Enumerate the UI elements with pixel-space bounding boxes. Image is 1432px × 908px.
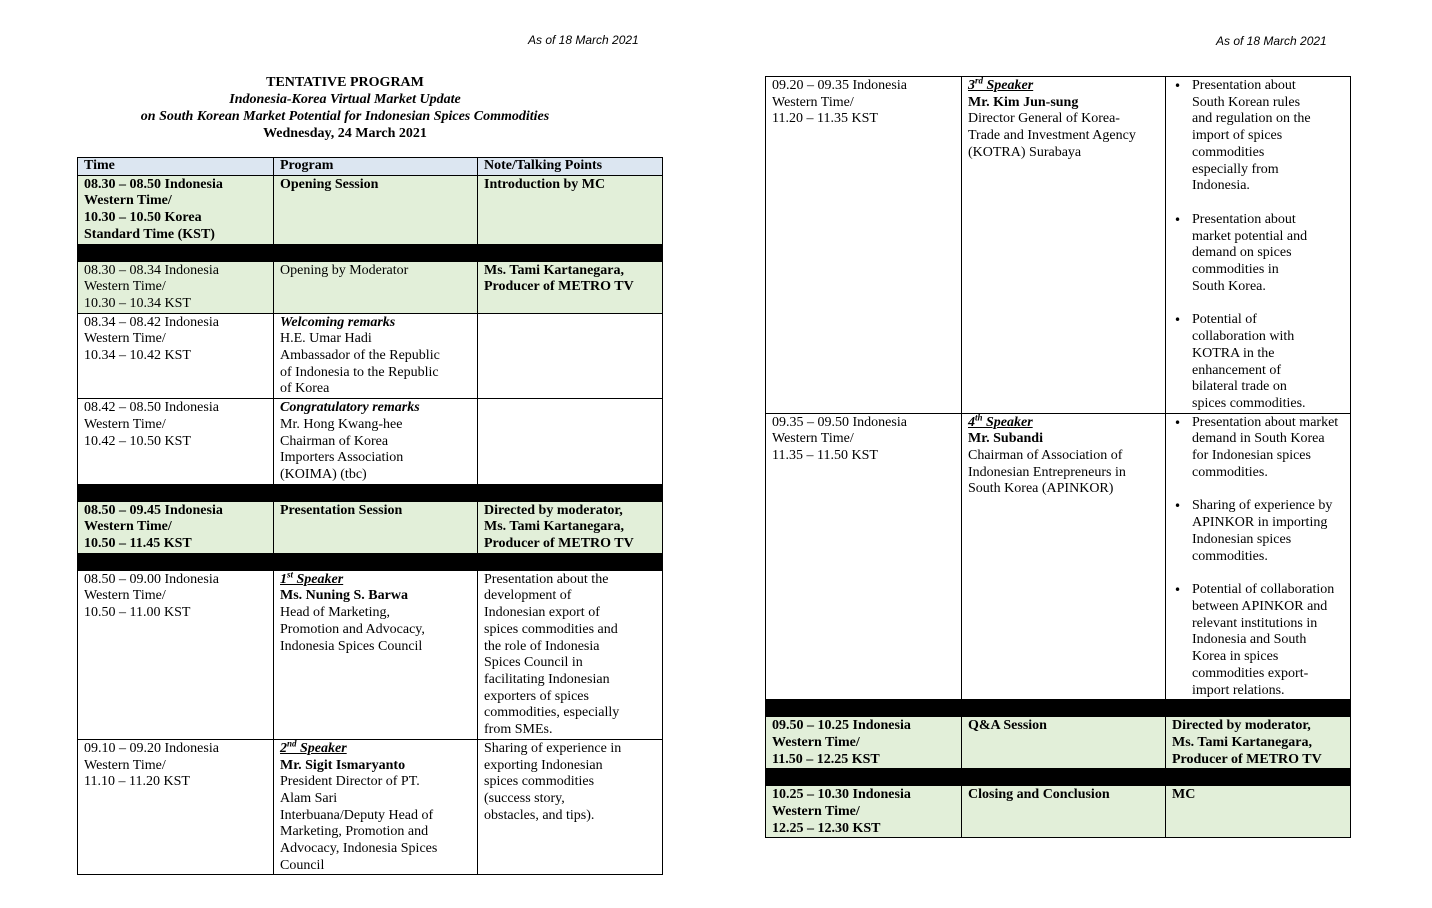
- table-row: [78, 570, 663, 739]
- talking-points-list: [1172, 415, 1344, 700]
- point-line: South Korea.: [1192, 278, 1266, 294]
- program-line: Importers Association: [280, 450, 404, 466]
- separator-cell: [78, 244, 274, 261]
- note-cell: [478, 261, 663, 313]
- note-cell: MC: [1166, 786, 1351, 838]
- point-line: spices commodities.: [1192, 395, 1306, 411]
- col-header-note: Note/Talking Points: [478, 158, 663, 176]
- speaker-title: [968, 78, 1159, 95]
- time-line: 10.30 – 10.34 KST: [84, 295, 191, 311]
- point-line: commodities.: [1192, 464, 1268, 480]
- speaker-role-line: (KOTRA) Surabaya: [968, 144, 1082, 160]
- time-line: 08.34 – 08.42 Indonesia: [84, 314, 219, 330]
- time-line: 08.30 – 08.34 Indonesia: [84, 262, 219, 278]
- note-line: facilitating Indonesian: [484, 671, 610, 687]
- note-cell: [478, 399, 663, 485]
- program-cell: Closing and Conclusion: [962, 786, 1166, 838]
- note-line: Ms. Tami Kartanegara,: [484, 519, 624, 535]
- point-line: Indonesia.: [1192, 178, 1250, 194]
- speaker-word: Speaker: [983, 78, 1034, 93]
- heading-date: Wednesday, 24 March 2021: [263, 126, 427, 141]
- program-line: (KOIMA) (tbc): [280, 466, 367, 482]
- time-line: 09.50 – 10.25 Indonesia: [772, 718, 911, 734]
- time-line: Western Time/: [84, 588, 166, 604]
- note-line: Ms. Tami Kartanegara,: [1172, 734, 1312, 750]
- point-line: between APINKOR and: [1192, 598, 1328, 614]
- heading-title: TENTATIVE PROGRAM: [266, 75, 424, 90]
- note-cell: [478, 739, 663, 875]
- speaker-role-line: Promotion and Advocacy,: [280, 621, 425, 637]
- point-line: • Potential of collaboration: [1192, 582, 1335, 598]
- point-line: commodities export-: [1192, 665, 1309, 681]
- table-row: [78, 399, 663, 485]
- time-line: 10.25 – 10.30 Indonesia: [772, 787, 911, 803]
- note-line: commodities, especially: [484, 705, 620, 721]
- point-line: import of spices: [1192, 128, 1283, 144]
- time-line: Standard Time (KST): [84, 226, 215, 242]
- list-item: [1172, 78, 1344, 195]
- time-line: Western Time/: [772, 804, 860, 820]
- time-cell: [78, 261, 274, 313]
- speaker-name: Mr. Kim Jun-sung: [968, 94, 1079, 110]
- program-cell: Presentation Session: [274, 501, 478, 553]
- time-cell: [766, 717, 962, 769]
- point-line: • Presentation about market: [1192, 414, 1339, 430]
- time-cell: [78, 399, 274, 485]
- separator-cell: [962, 700, 1166, 717]
- time-cell: [78, 570, 274, 739]
- table-row: [766, 413, 1351, 700]
- speaker-role-line: Council: [280, 857, 325, 873]
- note-cell: [478, 313, 663, 399]
- time-line: 09.35 – 09.50 Indonesia: [772, 414, 907, 430]
- talking-points-list: [1172, 78, 1344, 413]
- program-line: H.E. Umar Hadi: [280, 331, 372, 347]
- separator-cell: [766, 769, 962, 786]
- table-row: [78, 313, 663, 399]
- time-cell: [78, 501, 274, 553]
- table-row: [78, 261, 663, 313]
- separator-cell: [78, 553, 274, 570]
- point-line: commodities: [1192, 144, 1265, 160]
- table-row: [78, 739, 663, 875]
- note-line: Directed by moderator,: [484, 502, 623, 518]
- separator-cell: [478, 553, 663, 570]
- note-line: from SMEs.: [484, 722, 553, 738]
- time-line: Western Time/: [84, 193, 172, 209]
- program-line: of Indonesia to the Republic: [280, 364, 439, 380]
- program-line: Chairman of Korea: [280, 433, 389, 449]
- time-line: 10.50 – 11.00 KST: [84, 605, 191, 621]
- time-line: Western Time/: [84, 757, 166, 773]
- time-line: 10.50 – 11.45 KST: [84, 536, 192, 552]
- point-line: bilateral trade on: [1192, 379, 1287, 395]
- separator-cell: [962, 769, 1166, 786]
- speaker-name: Ms. Nuning S. Barwa: [280, 588, 408, 604]
- time-cell: [78, 739, 274, 875]
- table-row: [766, 786, 1351, 838]
- note-line: the role of Indonesia: [484, 638, 600, 654]
- speaker-name: Mr. Subandi: [968, 431, 1043, 447]
- time-cell: [766, 786, 962, 838]
- time-line: 12.25 – 12.30 KST: [772, 820, 881, 836]
- table-row: [766, 77, 1351, 414]
- program-title: Welcoming remarks: [280, 314, 396, 330]
- speaker-ordinal: st: [287, 570, 294, 580]
- note-line: exporting Indonesian: [484, 757, 603, 773]
- separator-cell: [274, 484, 478, 501]
- program-line: of Korea: [280, 381, 330, 397]
- program-line: Ambassador of the Republic: [280, 348, 440, 364]
- heading-event: Indonesia-Korea Virtual Market Update: [229, 92, 461, 107]
- point-line: collaboration with: [1192, 329, 1295, 345]
- speaker-ordinal: rd: [975, 76, 984, 86]
- separator-cell: [1166, 700, 1351, 717]
- speaker-role-line: Interbuana/Deputy Head of: [280, 807, 434, 823]
- speaker-word: Speaker: [293, 571, 344, 587]
- time-line: 10.30 – 10.50 Korea: [84, 210, 202, 226]
- separator-row: [766, 769, 1351, 786]
- point-line: • Presentation about: [1192, 211, 1296, 227]
- speaker-ordinal: th: [975, 413, 983, 422]
- point-line: commodities.: [1192, 548, 1268, 564]
- separator-cell: [78, 484, 274, 501]
- point-line: commodities in: [1192, 262, 1279, 278]
- separator-cell: [274, 244, 478, 261]
- time-line: 08.42 – 08.50 Indonesia: [84, 400, 219, 416]
- separator-cell: [274, 553, 478, 570]
- point-line: Korea in spices: [1192, 649, 1279, 665]
- heading-subtitle: on South Korean Market Potential for Indonesian Spices Commodities: [140, 109, 550, 124]
- time-line: Western Time/: [84, 279, 166, 295]
- time-line: 10.42 – 10.50 KST: [84, 433, 191, 449]
- note-line: Indonesian export of: [484, 605, 600, 621]
- note-cell: Introduction by MC: [478, 175, 663, 244]
- point-line: especially from: [1192, 161, 1279, 177]
- speaker-title: [280, 572, 471, 589]
- note-line: Presentation about the: [484, 571, 609, 587]
- time-line: 10.34 – 10.42 KST: [84, 348, 191, 364]
- speaker-role-line: Indonesia Spices Council: [280, 638, 423, 654]
- program-cell: [274, 313, 478, 399]
- time-line: 09.10 – 09.20 Indonesia: [84, 740, 219, 756]
- time-line: 11.35 – 11.50 KST: [772, 448, 878, 464]
- table-row: [766, 717, 1351, 769]
- note-cell: [478, 570, 663, 739]
- note-line: spices commodities and: [484, 621, 618, 637]
- col-header-time: Time: [78, 158, 274, 176]
- point-line: import relations.: [1192, 682, 1285, 698]
- table-row: [78, 501, 663, 553]
- list-item: [1172, 582, 1344, 699]
- list-item: [1172, 415, 1344, 482]
- time-cell: [766, 77, 962, 414]
- point-line: South Korean rules: [1192, 94, 1301, 110]
- time-line: Western Time/: [772, 94, 854, 110]
- point-line: relevant institutions in: [1192, 615, 1318, 631]
- point-line: • Presentation about: [1192, 78, 1296, 93]
- point-line: Indonesian spices: [1192, 531, 1292, 547]
- point-line: for Indonesian spices: [1192, 448, 1311, 464]
- program-table-right: [765, 76, 1351, 838]
- col-header-program: Program: [274, 158, 478, 176]
- note-cell: [1166, 413, 1351, 700]
- as-of-date-right: As of 18 March 2021: [1216, 34, 1327, 48]
- speaker-role-line: Indonesian Entrepreneurs in: [968, 464, 1126, 480]
- time-line: 11.10 – 11.20 KST: [84, 774, 190, 790]
- note-cell: [478, 501, 663, 553]
- program-cell: [962, 413, 1166, 700]
- point-line: enhancement of: [1192, 362, 1282, 378]
- program-cell: [274, 570, 478, 739]
- speaker-role-line: Alam Sari: [280, 790, 338, 806]
- speaker-role-line: Chairman of Association of: [968, 448, 1123, 464]
- speaker-name: Mr. Sigit Ismaryanto: [280, 757, 406, 773]
- note-line: exporters of spices: [484, 688, 589, 704]
- program-cell: Opening by Moderator: [274, 261, 478, 313]
- speaker-role-line: Marketing, Promotion and: [280, 824, 429, 840]
- note-line: spices commodities: [484, 774, 595, 790]
- speaker-title: [968, 415, 1159, 432]
- speaker-number: 4: [968, 414, 975, 430]
- separator-cell: [1166, 769, 1351, 786]
- time-line: Western Time/: [772, 734, 860, 750]
- separator-cell: [478, 244, 663, 261]
- speaker-word: Speaker: [296, 740, 347, 756]
- time-line: Western Time/: [84, 416, 166, 432]
- program-line: Mr. Hong Kwang-hee: [280, 416, 403, 432]
- time-line: 11.50 – 12.25 KST: [772, 751, 880, 767]
- time-cell: [78, 175, 274, 244]
- speaker-role-line: Trade and Investment Agency: [968, 128, 1136, 144]
- speaker-role-line: South Korea (APINKOR): [968, 481, 1114, 497]
- program-table-left: [77, 157, 663, 875]
- list-item: [1172, 212, 1344, 296]
- separator-row: [78, 244, 663, 261]
- program-cell: [962, 77, 1166, 414]
- note-line: Directed by moderator,: [1172, 718, 1311, 734]
- list-item: [1172, 498, 1344, 565]
- time-line: 11.20 – 11.35 KST: [772, 111, 878, 127]
- note-line: Spices Council in: [484, 655, 583, 671]
- note-line: development of: [484, 588, 572, 604]
- separator-row: [766, 700, 1351, 717]
- as-of-date-left: As of 18 March 2021: [528, 33, 639, 47]
- point-line: Indonesia and South: [1192, 632, 1307, 648]
- note-line: Producer of METRO TV: [484, 279, 634, 295]
- note-cell: [1166, 717, 1351, 769]
- time-line: 08.50 – 09.00 Indonesia: [84, 571, 219, 587]
- time-line: 09.20 – 09.35 Indonesia: [772, 78, 907, 93]
- note-line: (success story,: [484, 790, 565, 806]
- table-row: [78, 175, 663, 244]
- speaker-role-line: President Director of PT.: [280, 774, 420, 790]
- separator-row: [78, 553, 663, 570]
- speaker-number: 3: [968, 78, 975, 93]
- program-cell: Opening Session: [274, 175, 478, 244]
- point-line: • Sharing of experience by: [1192, 498, 1333, 514]
- note-cell: [1166, 77, 1351, 414]
- separator-cell: [478, 484, 663, 501]
- time-cell: [766, 413, 962, 700]
- point-line: demand in South Korea: [1192, 431, 1325, 447]
- separator-cell: [766, 700, 962, 717]
- program-cell: Q&A Session: [962, 717, 1166, 769]
- note-line: Ms. Tami Kartanegara,: [484, 262, 624, 278]
- note-line: Producer of METRO TV: [1172, 751, 1322, 767]
- program-heading: [78, 74, 612, 142]
- speaker-number: 2: [280, 740, 287, 756]
- time-line: Western Time/: [84, 519, 172, 535]
- speaker-role-line: Head of Marketing,: [280, 605, 391, 621]
- point-line: demand on spices: [1192, 245, 1292, 261]
- point-line: APINKOR in importing: [1192, 515, 1328, 531]
- separator-row: [78, 484, 663, 501]
- program-cell: [274, 399, 478, 485]
- speaker-title: [280, 741, 471, 758]
- time-cell: [78, 313, 274, 399]
- speaker-ordinal: nd: [287, 739, 297, 749]
- note-line: obstacles, and tips).: [484, 807, 595, 823]
- speaker-role-line: Advocacy, Indonesia Spices: [280, 841, 438, 857]
- table-header-row: [78, 158, 663, 176]
- time-line: 08.50 – 09.45 Indonesia: [84, 502, 223, 518]
- program-title: Congratulatory remarks: [280, 400, 420, 416]
- note-line: Producer of METRO TV: [484, 536, 634, 552]
- note-line: Sharing of experience in: [484, 740, 622, 756]
- speaker-number: 1: [280, 571, 287, 587]
- time-line: 08.30 – 08.50 Indonesia: [84, 176, 223, 192]
- point-line: market potential and: [1192, 228, 1308, 244]
- time-line: Western Time/: [772, 431, 854, 447]
- time-line: Western Time/: [84, 331, 166, 347]
- point-line: KOTRA in the: [1192, 345, 1275, 361]
- point-line: and regulation on the: [1192, 111, 1311, 127]
- program-cell: [274, 739, 478, 875]
- point-line: • Potential of: [1192, 312, 1257, 328]
- list-item: [1172, 312, 1344, 412]
- speaker-role-line: Director General of Korea-: [968, 111, 1120, 127]
- speaker-word: Speaker: [982, 414, 1033, 430]
